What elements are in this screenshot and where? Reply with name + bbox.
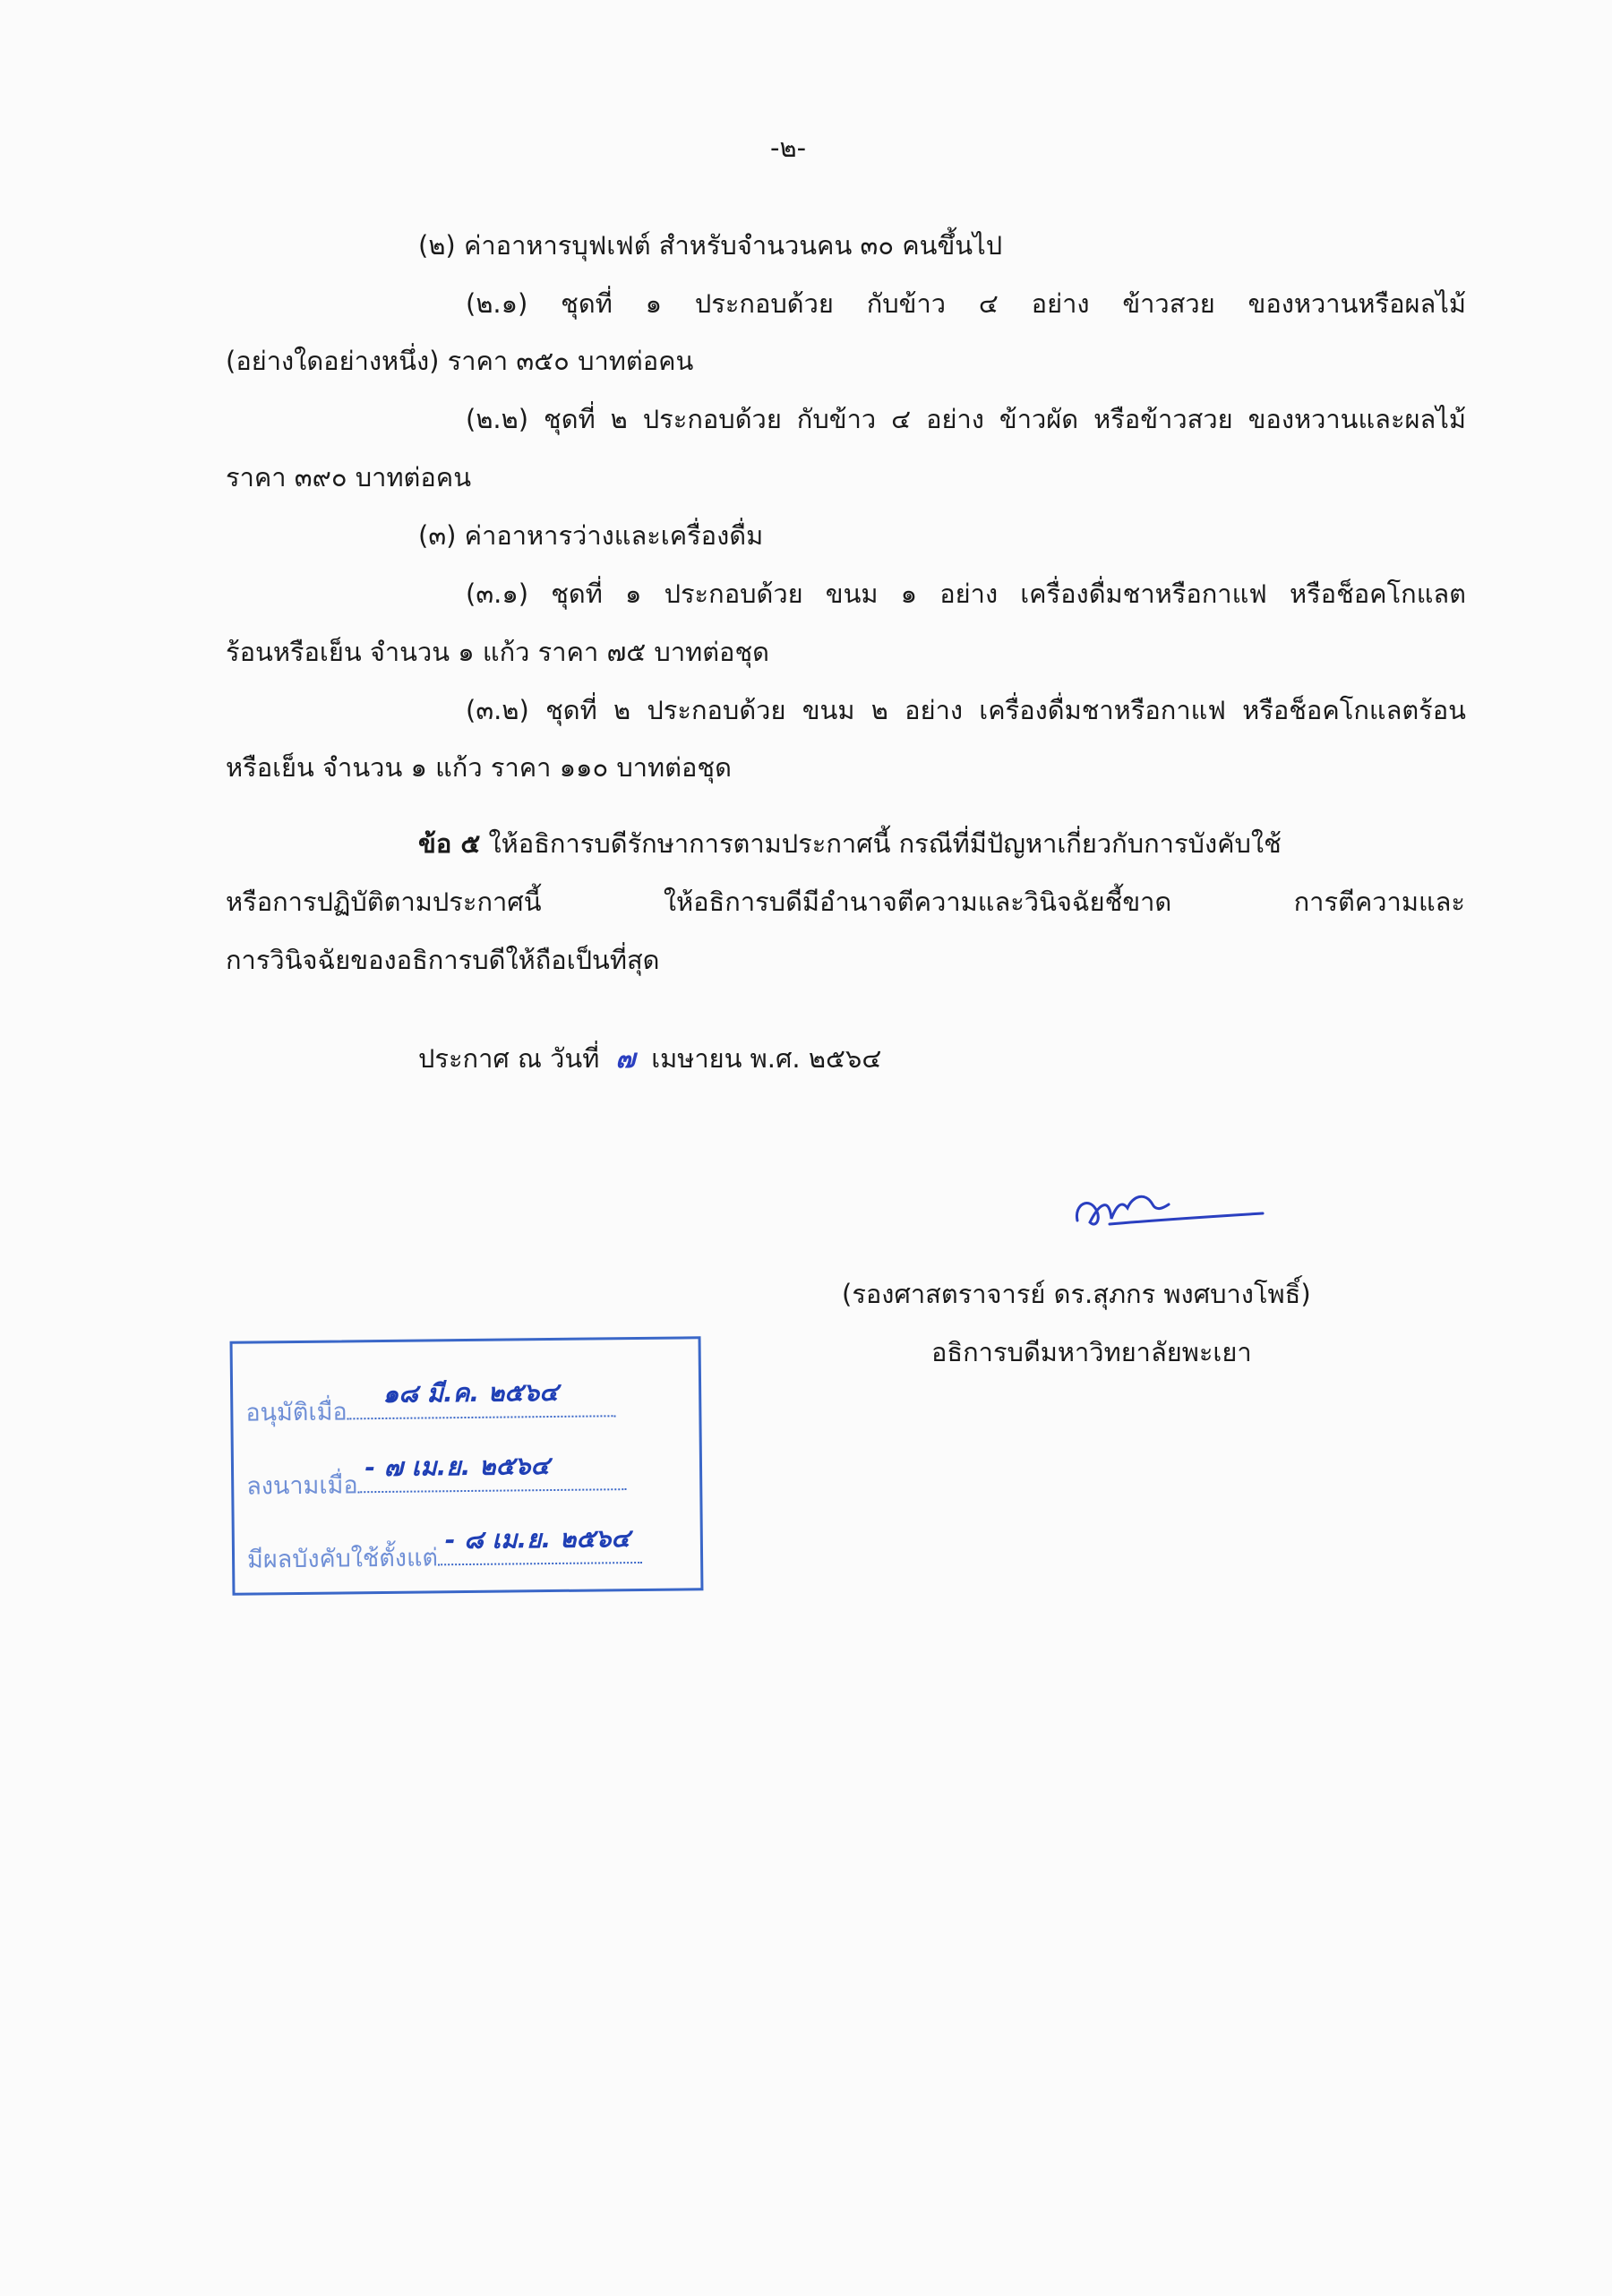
item-3-2-line xyxy=(466,692,1466,728)
clause-5-text: ให้อธิการบดีรักษาการตามประกาศนี้ กรณีที่มีปัญหาเกี่ยวกับการบังคับใช้ xyxy=(480,828,1282,859)
item-2-1-continuation: (อย่างใดอย่างหนึ่ง) ราคา ๓๕๐ บาทต่อคน xyxy=(226,346,694,376)
item-2-2-text: (๒.๒) ชุดที่ ๒ ประกอบด้วย กับข้าว ๔ อย่าง ข้าวผัด หรือข้าวสวย ของหวานและผลไม้ xyxy=(466,404,1466,434)
stamp-approved-value: ๑๘ มี.ค. ๒๕๖๔ xyxy=(382,1376,559,1409)
stamp-effective-dots xyxy=(438,1523,642,1565)
stamp-effective-label: มีผลบังคับใช้ตั้งแต่ xyxy=(246,1544,439,1574)
item-3-1-text: (๓.๑) ชุดที่ ๑ ประกอบด้วย ขนม ๑ อย่าง เครื่องดื่มชาหรือกาแฟ หรือช็อคโกแลต xyxy=(466,578,1466,609)
item-3-2-text: (๓.๒) ชุดที่ ๒ ประกอบด้วย ขนม ๒ อย่าง เครื่องดื่มชาหรือกาแฟ หรือช็อคโกแลตร้อน xyxy=(466,695,1466,725)
announcement-date xyxy=(418,1041,881,1076)
item-2-heading: (๒) ค่าอาหารบุฟเฟต์ สำหรับจำนวนคน ๓๐ คนขึ้นไป xyxy=(418,230,1003,261)
signature-image xyxy=(1070,1169,1267,1240)
stamp-approved-row xyxy=(245,1376,616,1431)
stamp-signed-dots xyxy=(357,1451,626,1493)
item-2-1-line xyxy=(466,286,1466,321)
announcement-month-year: เมษายน พ.ศ. ๒๕๖๔ xyxy=(651,1043,882,1074)
stamp-effective-value: - ๘ เม.ย. ๒๕๖๔ xyxy=(444,1523,630,1555)
item-3-2-continuation: หรือเย็น จำนวน ๑ แก้ว ราคา ๑๑๐ บาทต่อชุด xyxy=(226,752,732,783)
handwritten-day: ๗ xyxy=(615,1043,636,1074)
clause-5-line-3: การวินิจฉัยของอธิการบดีให้ถือเป็นที่สุด xyxy=(226,945,660,975)
item-3-1-line xyxy=(466,576,1466,612)
item-2-2-line xyxy=(466,401,1466,437)
item-2-1-text: (๒.๑) ชุดที่ ๑ ประกอบด้วย กับข้าว ๔ อย่าง ข้าวสวย ของหวานหรือผลไม้ xyxy=(466,288,1466,319)
item-3-1-continuation: ร้อนหรือเย็น จำนวน ๑ แก้ว ราคา ๗๕ บาทต่อชุด xyxy=(226,637,769,667)
stamp-approved-dots xyxy=(347,1376,615,1419)
signer-title: อธิการบดีมหาวิทยาลัยพะเยา xyxy=(931,1337,1252,1367)
clause-5-line-2-text: หรือการปฏิบัติตามประกาศนี้ ให้อธิการบดีมีอำนาจตีความและวินิจฉัยชี้ขาด การตีความและ xyxy=(226,887,1465,917)
stamp-approved-label: อนุมัติเมื่อ xyxy=(245,1398,347,1427)
approval-stamp xyxy=(230,1336,704,1595)
stamp-signed-row xyxy=(246,1451,627,1504)
stamp-signed-value: - ๗ เม.ย. ๒๕๖๔ xyxy=(364,1451,550,1483)
item-3-heading: (๓) ค่าอาหารว่างและเครื่องดื่ม xyxy=(418,520,764,551)
clause-5-first-line xyxy=(418,826,1282,861)
item-2-2-continuation: ราคา ๓๙๐ บาทต่อคน xyxy=(226,462,472,493)
signer-name: (รองศาสตราจารย์ ดร.สุภกร พงศบางโพธิ์) xyxy=(842,1279,1311,1309)
announcement-prefix: ประกาศ ณ วันที่ xyxy=(418,1043,600,1074)
clause-5-label: ข้อ ๕ xyxy=(418,828,481,859)
clause-5-line-2 xyxy=(226,884,1465,920)
stamp-signed-label: ลงนามเมื่อ xyxy=(246,1471,358,1501)
page-number: -๒- xyxy=(770,133,807,163)
stamp-effective-row xyxy=(246,1523,642,1579)
